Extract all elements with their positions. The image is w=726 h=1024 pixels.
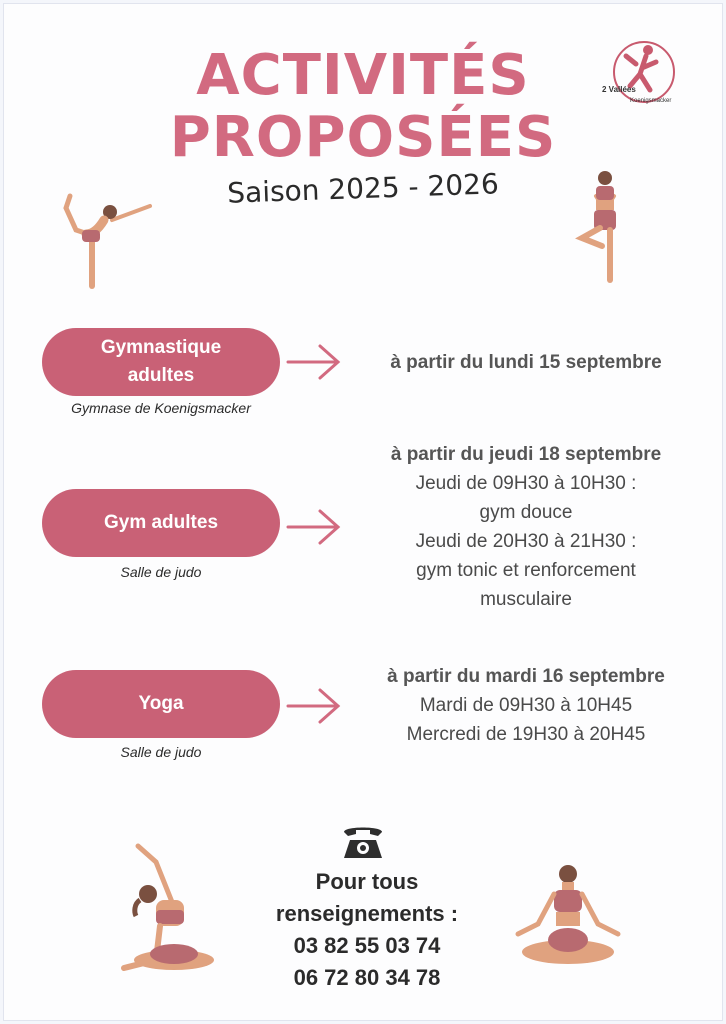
yoga-side-stretch-illustration — [104, 842, 224, 982]
contact-line-1: Pour tous — [315, 869, 419, 894]
activity-3-venue: Salle de judo — [120, 744, 202, 760]
yoga-tree-pose-illustration — [572, 166, 638, 286]
activity-button-gym-adultes[interactable] — [42, 489, 280, 557]
activity-1-name-line-1: Gymnastique — [100, 337, 222, 358]
activity-button-gymnastique-adultes[interactable] — [42, 328, 280, 396]
activity-2-slot-2-type-line-2: musculaire — [480, 589, 572, 610]
activity-3-name: Yoga — [138, 693, 184, 714]
contact-block — [230, 866, 504, 994]
activity-3-details — [340, 662, 712, 749]
activity-3-slot-2: Mercredi de 19H30 à 20H45 — [406, 724, 646, 745]
activity-3-start-date: à partir du mardi 16 septembre — [387, 666, 665, 687]
activity-2-slot-1-type: gym douce — [479, 502, 573, 523]
telephone-icon — [340, 822, 386, 860]
activity-2-slot-2-type-line-1: gym tonic et renforcement — [416, 560, 636, 581]
svg-text:2 Vallées: 2 Vallées — [602, 85, 636, 94]
title-line-2: PROPOSÉES — [169, 105, 557, 170]
activity-1-start-date: à partir du lundi 15 septembre — [390, 352, 662, 373]
season-label: Saison 2025 - 2026 — [226, 167, 500, 210]
arrow-right-icon — [286, 342, 344, 382]
svg-text:Koenigsmacker: Koenigsmacker — [630, 98, 672, 104]
phone-number-2[interactable]: 06 72 80 34 78 — [293, 965, 441, 990]
activity-2-start-date: à partir du jeudi 18 septembre — [390, 444, 662, 465]
activity-1-details — [340, 348, 712, 377]
activity-1-venue: Gymnase de Koenigsmacker — [71, 400, 251, 416]
phone-number-1[interactable]: 03 82 55 03 74 — [293, 933, 441, 958]
activity-2-name: Gym adultes — [103, 512, 219, 533]
activity-button-yoga[interactable] — [42, 670, 280, 738]
arrow-right-icon — [286, 507, 344, 547]
activity-2-slot-1-time: Jeudi de 09H30 à 10H30 : — [415, 473, 637, 494]
activity-3-slot-1: Mardi de 09H30 à 10H45 — [419, 695, 633, 716]
contact-line-2: renseignements : — [275, 901, 459, 926]
yoga-lotus-meditation-illustration — [510, 860, 626, 972]
activity-2-details — [340, 440, 712, 614]
activity-2-venue: Salle de judo — [120, 564, 202, 580]
activity-1-name-line-2: adultes — [127, 365, 195, 386]
activity-2-slot-2-time: Jeudi de 20H30 à 21H30 : — [415, 531, 637, 552]
yoga-dancer-pose-illustration — [58, 190, 162, 290]
arrow-right-icon — [286, 686, 344, 726]
title-line-1: ACTIVITÉS — [196, 43, 530, 108]
